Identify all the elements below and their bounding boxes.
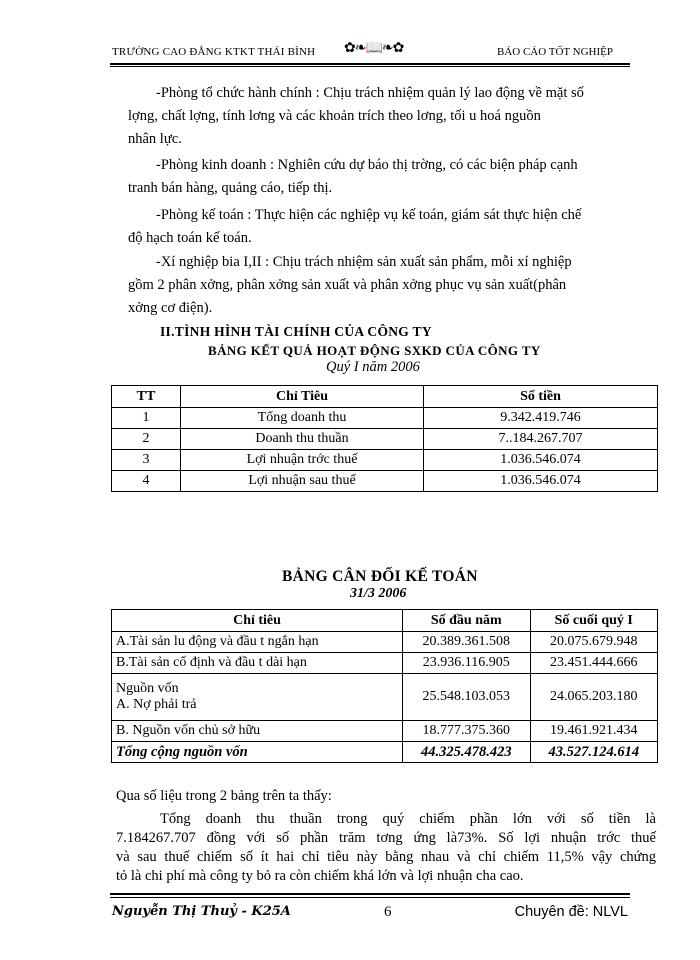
column-header: Chỉ Tiêu [181,386,424,408]
table-cell: 18.777.375.360 [403,721,531,742]
table-cell: Tổng cộng nguồn vốn [112,742,403,763]
table-cell: Lợi nhuận sau thuế [181,471,424,492]
table-cell: 1.036.546.074 [424,450,658,471]
header-rule [110,63,630,65]
table1-title: BẢNG KẾT QUẢ HOẠT ĐỘNG SXKD CỦA CÔNG TY [208,343,541,358]
table-cell [112,674,403,721]
table-cell: B. Nguồn vốn chủ sở hữu [112,721,403,742]
table-cell: 19.461.921.434 [530,721,658,742]
header-report-type: BÁO CÁO TỐT NGHIỆP [496,46,613,58]
table-row [112,674,658,721]
table1-subtitle: Quý I năm 2006 [326,359,420,375]
table2-title: BẢNG CÂN ĐỐI KẾ TOÁN [282,568,478,585]
table-header-row [112,386,658,408]
table-row [112,450,658,471]
balance-sheet-table [111,609,658,763]
section-title: II.TÌNH HÌNH TÀI CHÍNH CỦA CÔNG TY [160,324,432,339]
table-cell: Tổng doanh thu [181,408,424,429]
analysis-line: Tổng doanh thu thuần trong quý chiếm phần lớn với số tiền là [160,811,656,827]
table-row [112,408,658,429]
column-header: Số đầu năm [403,610,531,632]
table-cell: 1 [112,408,181,429]
table-cell: 23.936.116.905 [403,653,531,674]
table-cell: 20.075.679.948 [530,632,658,653]
column-header: Số cuối quý I [530,610,658,632]
table-cell: 44.325.478.423 [403,742,531,763]
table-cell: 1.036.546.074 [424,471,658,492]
business-results-table [111,385,658,492]
table-cell: B.Tài sản cố định và đầu t dài hạn [112,653,403,674]
table-row [112,429,658,450]
cell-line: Nguồn vốn [116,681,179,696]
page-header [112,40,625,62]
table-header-row [112,610,658,632]
table-cell: 20.389.361.508 [403,632,531,653]
paragraph-accounting-dept: -Phòng kế toán : Thực hiện các nghiệp vụ kế toán, giám sát thực hiện chế độ hạch toán kế toán. [128,207,582,246]
table-cell: A.Tài sản lu động và đầu t ngắn hạn [112,632,403,653]
table-row [112,632,658,653]
table-row [112,471,658,492]
table-cell: 2 [112,429,181,450]
table-cell: 4 [112,471,181,492]
table-cell: 43.527.124.614 [530,742,658,763]
table-row [112,653,658,674]
footer-rule [110,893,630,895]
analysis-intro: Qua số liệu trong 2 bảng trên ta thấy: [116,788,332,804]
table-cell: 24.065.203.180 [530,674,658,721]
header-school: TRƯỜNG CAO ĐẲNG KTKT THÁI BÌNH [112,46,316,58]
column-header: TT [112,386,181,408]
cell-line: A. Nợ phải trả [116,697,197,712]
analysis-line: tỏ là chi phí mà công ty bỏ ra còn chiếm khá lớn và lợi nhuận cha cao. [116,868,524,884]
column-header: Số tiền [424,386,658,408]
table-cell: 3 [112,450,181,471]
footer-author: Nguyễn Thị Thuỷ - K25A [112,904,291,919]
paragraph-sales-dept: -Phòng kinh doanh : Nghiên cứu dự báo thị trờng, có các biện pháp cạnh tranh bán hàng, quảng cáo, tiếp thị. [128,157,578,196]
paragraph-admin-dept: -Phòng tổ chức hành chính : Chịu trách nhiệm quản lý lao động về mặt số lợng, chất lợng, tính lơng và các khoản trích theo lơng, tối u hoá nguồn nhân lực. [128,85,584,147]
analysis-line: và sau thuế chiếm số ít hai chỉ tiêu này bằng nhau và chỉ chiếm 11,5% vậy chứng [116,849,656,865]
analysis-line: 7.184267.707 đồng với số phần trăm tơng ứng là73%. Số lợi nhuận trớc thuế [116,830,656,846]
table-row [112,721,658,742]
table-cell: Doanh thu thuần [181,429,424,450]
header-ornament-icon: ✿❧📖❧✿ [344,41,404,56]
header-rule-thin [110,66,630,67]
column-header: Chỉ tiêu [112,610,403,632]
analysis-text [116,787,656,886]
page-number: 6 [384,904,392,920]
table-cell: 23.451.444.666 [530,653,658,674]
paragraph-brewery-units: -Xí nghiệp bia I,II : Chịu trách nhiệm sản xuất sản phẩm, mỗi xí nghiệp gồm 2 phân xởng, phân xởng sản xuất và phân xởng phục vụ sản xuất(phân xởng cơ điện). [128,254,572,316]
table2-subtitle: 31/3 2006 [350,586,407,601]
table-cell: Lợi nhuận trớc thuế [181,450,424,471]
table-cell: 7..184.267.707 [424,429,658,450]
table-cell: 9.342.419.746 [424,408,658,429]
footer-topic: Chuyên đề: NLVL [514,904,628,920]
table-cell: 25.548.103.053 [403,674,531,721]
table-total-row [112,742,658,763]
footer-rule-thin [110,897,630,898]
